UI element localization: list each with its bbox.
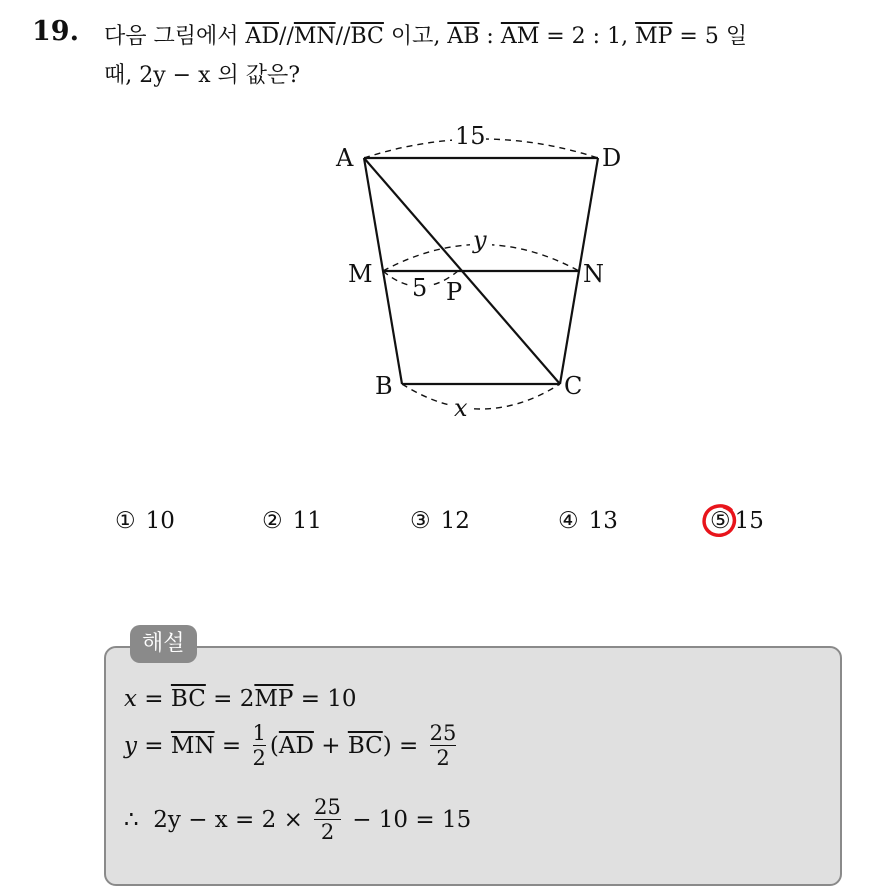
equals: = [214, 732, 249, 759]
arc-x [402, 384, 560, 409]
var-x: x [124, 686, 137, 712]
segment-ad: $\overline{AD}$ [278, 732, 314, 759]
plus: + [313, 732, 348, 759]
therefore-expression: ∴ 2y − x = 2 × [124, 806, 311, 833]
choice-number: ③ [410, 508, 431, 534]
parallel-symbol: // [279, 24, 294, 49]
solution-label: 해설 [130, 625, 197, 663]
choice-value: 13 [588, 508, 618, 534]
denominator: 2 [436, 746, 450, 771]
choice-number: ⑤ [710, 508, 731, 534]
choice-value: 10 [145, 508, 175, 534]
measure-top: 15 [455, 122, 486, 150]
selected-answer-circle-icon [700, 501, 740, 541]
question-text: 다음 그림에서 [104, 24, 246, 49]
solution-line-3 [124, 796, 471, 843]
segment-ad: $\overline{AD}$ [245, 24, 280, 49]
segment-mn: $\overline{MN}$ [170, 732, 215, 759]
result: = 10 [293, 686, 357, 712]
segment-am: $\overline{AM}$ [500, 24, 540, 49]
label-c: C [564, 372, 583, 400]
numerator: 25 [429, 721, 457, 745]
fraction-result [430, 722, 457, 769]
answer-choices [115, 508, 815, 548]
choice-value: 15 [734, 508, 764, 534]
question-text: 이고, [383, 24, 448, 49]
result: − 10 = 15 [344, 806, 472, 833]
numerator: 1 [252, 721, 266, 745]
measure-y: y [473, 226, 487, 254]
question-text: = 5 일 [672, 24, 748, 49]
segment-mp: $\overline{MP}$ [635, 24, 673, 49]
paren-equals: ) = [382, 732, 426, 759]
choice-4[interactable] [558, 508, 618, 534]
question-line-2: 때, 2y − x 의 값은? [104, 63, 301, 88]
label-b: B [375, 372, 393, 400]
segment-bc: $\overline{BC}$ [350, 24, 384, 49]
solution-line-1 [124, 686, 357, 712]
segment-bc: $\overline{BC}$ [170, 686, 206, 712]
segment-mp: $\overline{MP}$ [254, 686, 294, 712]
choice-number: ① [115, 508, 136, 534]
label-m: M [348, 260, 373, 288]
equals: = [136, 686, 171, 712]
question-number: 19. [32, 16, 79, 47]
denominator: 2 [252, 746, 266, 771]
numerator: 25 [314, 795, 341, 819]
label-d: D [602, 144, 622, 172]
ratio-colon: : [479, 24, 501, 49]
choice-value: 11 [292, 508, 322, 534]
equals: = [137, 732, 171, 759]
segment-ab: $\overline{AB}$ [447, 24, 480, 49]
question-line-1 [104, 19, 747, 50]
choice-number: ② [262, 508, 283, 534]
label-a: A [336, 144, 354, 172]
trapezoid-figure [320, 118, 640, 428]
fraction-half [253, 722, 266, 769]
measure-mp: 5 [412, 274, 428, 302]
parallel-symbol: // [335, 24, 351, 49]
label-n: N [583, 260, 604, 288]
equals: = 2 [205, 686, 255, 712]
choice-2[interactable] [262, 508, 322, 534]
label-p: P [446, 278, 463, 306]
choice-5[interactable] [710, 508, 764, 534]
segment-bc: $\overline{BC}$ [347, 732, 383, 759]
choice-3[interactable] [410, 508, 470, 534]
ratio-value: = 2 : 1, [539, 24, 636, 49]
fraction [314, 796, 341, 843]
choice-number: ④ [558, 508, 579, 534]
var-y: y [124, 732, 137, 759]
denominator: 2 [320, 820, 335, 845]
segment-mn: $\overline{MN}$ [293, 24, 336, 49]
choice-value: 12 [440, 508, 470, 534]
measure-x: x [454, 394, 468, 422]
choice-1[interactable] [115, 508, 175, 534]
paren: ( [269, 732, 279, 759]
solution-line-2 [124, 722, 460, 769]
